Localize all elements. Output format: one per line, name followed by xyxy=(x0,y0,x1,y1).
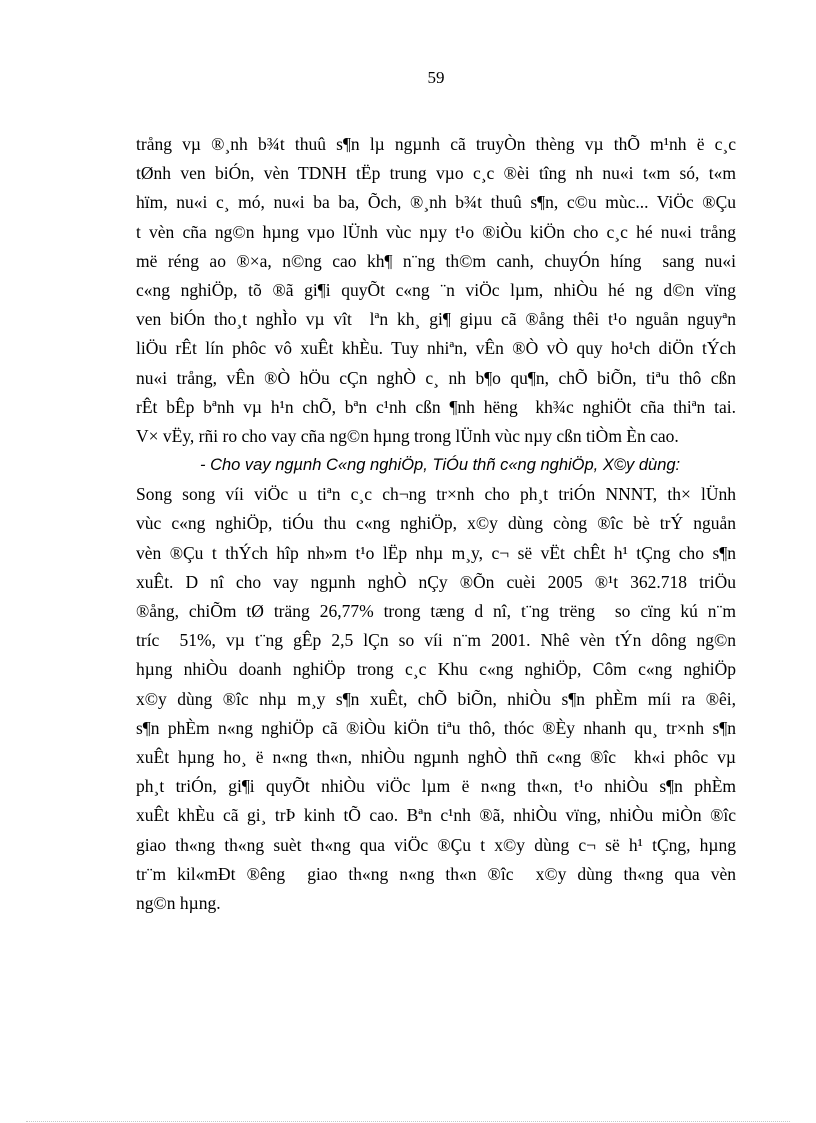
text-line: hïm, nu«i c¸ mó, nu«i ba ba, Õch, ®¸nh b¾t thuû s¶n, c©u mùc... ViÖc ®Çu xyxy=(136,192,736,213)
text-line: trång vµ ®¸nh b¾t thuû s¶n lµ ngµnh cã truyÒn thèng vµ thÕ m¹nh ë c¸c xyxy=(136,134,736,154)
text-line: V× vËy, rñi ro cho vay cña ng©n hµng trong lÜnh vùc nµy cßn tiÒm Èn cao. xyxy=(136,425,679,446)
text-line: vùc c«ng nghiÖp, tiÓu thu c«ng nghiÖp, x©y dùng còng ®îc bè trÝ nguån xyxy=(136,513,736,534)
text-line: s¶n phÈm n«ng nghiÖp cã ®iÒu kiÖn tiªu thô, thóc ®Èy nhanh qu¸ tr×nh s¶n xyxy=(136,717,736,738)
text-line: Song song víi viÖc u tiªn c¸c ch¬ng tr×nh cho ph¸t triÓn NNNT, th× lÜnh xyxy=(136,484,736,505)
text-line: giao th«ng th«ng suèt th«ng qua viÖc ®Çu t x©y dùng c¬ së h¹ tÇng, hµng xyxy=(136,834,736,855)
page-bottom-rule xyxy=(26,1121,790,1122)
text-line: xuÊt khÈu cã gi¸ trÞ kinh tÕ cao. Bªn c¹nh ®ã, nhiÒu vïng, nhiÒu miÒn ®îc xyxy=(136,805,736,826)
text-line: tríc 51%, vµ t¨ng gÊp 2,5 lÇn so víi n¨m 2001. Nhê vèn tÝn dông ng©n xyxy=(136,630,736,651)
text-line: hµng nhiÒu doanh nghiÖp trong c¸c Khu c«ng nghiÖp, Côm c«ng nghiÖp xyxy=(136,659,736,680)
text-line: t vèn cña ng©n hµng vµo lÜnh vùc nµy t¹o ®iÒu kiÖn cho c¸c hé nu«i trång xyxy=(136,221,736,242)
text-line: x©y dùng ®îc nhµ m¸y s¶n xuÊt, chÕ biÕn, nhiÒu s¶n phÈm míi ra ®êi, xyxy=(136,688,736,709)
text-line: liÖu rÊt lín phôc vô xuÊt khÈu. Tuy nhiªn, vÊn ®Ò vÒ quy ho¹ch diÖn tÝch xyxy=(136,338,736,359)
text-line: vèn ®Çu t thÝch hîp nh»m t¹o lËp nhµ m¸y, c¬ së vËt chÊt h¹ tÇng cho s¶n xyxy=(136,542,736,563)
page-number: 59 xyxy=(427,68,445,87)
text-line: rÊt bÊp bªnh vµ h¹n chÕ, bªn c¹nh cßn ¶nh hëng kh¾c nghiÖt cña thiªn tai. xyxy=(136,396,736,417)
text-line: c«ng nghiÖp, tõ ®ã gi¶i quyÕt c«ng ¨n viÖc lµm, nhiÒu hé ng d©n vïng xyxy=(136,279,736,300)
text-line: xuÊt. D nî cho vay ngµnh nghÒ nÇy ®Õn cuèi 2005 ®¹t 362.718 triÖu xyxy=(136,571,736,592)
text-line: ®ång, chiÕm tØ träng 26,77% trong tæng d nî, t¨ng trëng so cïng kú n¨m xyxy=(136,601,736,621)
section-heading: - Cho vay ngµnh C«ng nghiÖp, TiÓu thñ c«ng nghiÖp, X©y dùng: xyxy=(200,456,681,475)
text-line: xuÊt hµng ho¸ ë n«ng th«n, nhiÒu ngµnh nghÒ thñ c«ng ®îc kh«i phôc vµ xyxy=(136,746,736,767)
text-line: ven biÓn tho¸t nghÌo vµ vît lªn kh¸ gi¶ giµu cã ®ång thêi t¹o nguån nguyªn xyxy=(136,309,736,330)
body-text xyxy=(136,130,736,918)
text-line: tØnh ven biÓn, vèn TDNH tËp trung vµo c¸c ®èi tîng nh nu«i t«m só, t«m xyxy=(136,163,736,184)
text-line: nu«i trång, vÊn ®Ò hÖu cÇn nghÒ c¸ nh b¶o qu¶n, chÕ biÕn, tiªu thô cßn xyxy=(136,367,736,388)
text-line: tr¨m kil«mÐt ®êng giao th«ng n«ng th«n ®îc x©y dùng th«ng qua vèn xyxy=(136,863,736,884)
text-line: më réng ao ®×a, n©ng cao kh¶ n¨ng th©m canh, chuyÓn híng sang nu«i xyxy=(136,250,736,271)
text-line: ph¸t triÓn, gi¶i quyÕt nhiÒu viÖc lµm ë n«ng th«n, t¹o nhiÒu s¶n phÈm xyxy=(136,776,736,797)
text-line: ng©n hµng. xyxy=(136,892,221,913)
